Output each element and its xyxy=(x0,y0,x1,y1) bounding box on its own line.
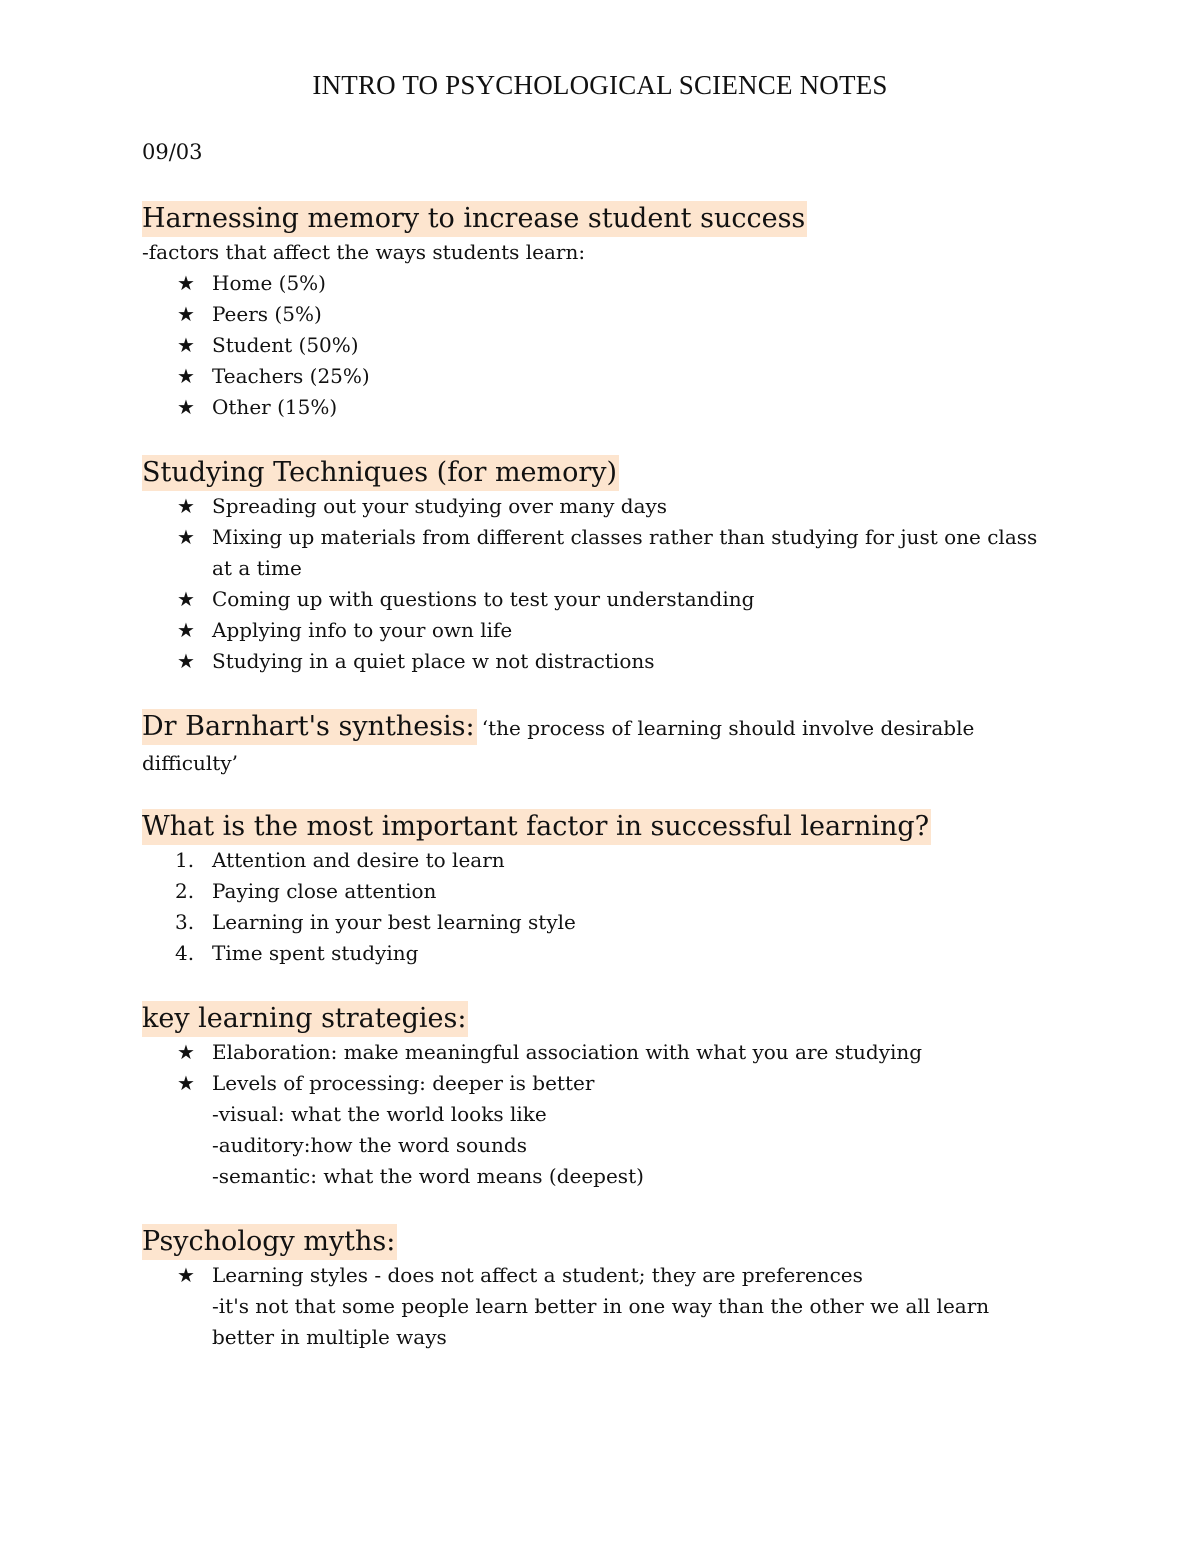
factors-intro: -factors that affect the ways students learn: xyxy=(142,240,586,264)
list-item: ★ Applying info to your own life xyxy=(142,615,1062,646)
synthesis-quote-continued: difficulty’ xyxy=(142,751,238,775)
list-number: 4. xyxy=(175,941,195,965)
list-item: ★ Peers (5%) xyxy=(142,299,1062,330)
sub-item: -semantic: what the word means (deepest) xyxy=(212,1164,644,1188)
list-item: ★ Elaboration: make meaningful association with what you are studying xyxy=(142,1037,1062,1068)
list-item: ★ Spreading out your studying over many days xyxy=(142,491,1062,522)
list-item: ★ Studying in a quiet place w not distractions xyxy=(142,646,1062,677)
list-number: 1. xyxy=(175,848,195,872)
star-bullet-icon: ★ xyxy=(177,587,195,611)
section-heading-factor: What is the most important factor in successful learning? xyxy=(142,809,931,845)
star-bullet-icon: ★ xyxy=(177,1040,195,1064)
section-memory xyxy=(142,201,1062,423)
star-bullet-icon: ★ xyxy=(177,271,195,295)
section-myths xyxy=(142,1224,1062,1353)
star-bullet-icon: ★ xyxy=(177,525,195,549)
star-bullet-icon: ★ xyxy=(177,1263,195,1287)
star-bullet-icon: ★ xyxy=(177,395,195,419)
star-bullet-icon: ★ xyxy=(177,333,195,357)
factor-list xyxy=(142,845,1062,969)
list-item: ★ Levels of processing: deeper is better -visual: what the world looks like -auditory:how the word sounds -semantic: what the word means (deepest) xyxy=(142,1068,1062,1192)
list-item: ★ Student (50%) xyxy=(142,330,1062,361)
sub-item: -auditory:how the word sounds xyxy=(212,1133,527,1157)
list-number: 2. xyxy=(175,879,195,903)
star-bullet-icon: ★ xyxy=(177,1071,195,1095)
section-heading-memory: Harnessing memory to increase student success xyxy=(142,201,807,237)
section-strategies xyxy=(142,1001,1062,1192)
list-item: 4. Time spent studying xyxy=(142,938,1062,969)
document-title: INTRO TO PSYCHOLOGICAL SCIENCE NOTES xyxy=(312,70,888,100)
section-heading-studying: Studying Techniques (for memory) xyxy=(142,455,619,491)
date-label: 09/03 xyxy=(142,140,203,164)
section-heading-myths: Psychology myths: xyxy=(142,1224,397,1260)
star-bullet-icon: ★ xyxy=(177,494,195,518)
list-item: ★ Other (15%) xyxy=(142,392,1062,423)
list-item: 3. Learning in your best learning style xyxy=(142,907,1062,938)
myths-list xyxy=(142,1260,1062,1353)
list-item: ★ Home (5%) xyxy=(142,268,1062,299)
star-bullet-icon: ★ xyxy=(177,302,195,326)
list-item: ★ Learning styles - does not affect a student; they are preferences -it's not that some people learn better in one way than the other we all learn better in multiple ways xyxy=(142,1260,1062,1353)
factors-list xyxy=(142,268,1062,423)
sub-item: better in multiple ways xyxy=(212,1325,447,1349)
studying-list xyxy=(142,491,1062,677)
list-item: 1. Attention and desire to learn xyxy=(142,845,1062,876)
star-bullet-icon: ★ xyxy=(177,618,195,642)
section-factor xyxy=(142,809,1062,969)
sub-item: -it's not that some people learn better in one way than the other we all learn xyxy=(212,1294,990,1318)
star-bullet-icon: ★ xyxy=(177,364,195,388)
strategies-list xyxy=(142,1037,1062,1192)
section-synthesis xyxy=(142,709,1062,778)
section-heading-synthesis: Dr Barnhart's synthesis: xyxy=(142,709,477,745)
synthesis-line xyxy=(142,709,1062,748)
list-number: 3. xyxy=(175,910,195,934)
list-item: ★ Coming up with questions to test your understanding xyxy=(142,584,1062,615)
section-studying xyxy=(142,455,1062,677)
sub-item: -visual: what the world looks like xyxy=(212,1102,547,1126)
star-bullet-icon: ★ xyxy=(177,649,195,673)
list-item: ★ Teachers (25%) xyxy=(142,361,1062,392)
list-item: 2. Paying close attention xyxy=(142,876,1062,907)
section-heading-strategies: key learning strategies: xyxy=(142,1001,468,1037)
list-item: ★ Mixing up materials from different classes rather than studying for just one class at a time xyxy=(142,522,1062,584)
synthesis-quote: ‘the process of learning should involve desirable xyxy=(481,716,975,740)
